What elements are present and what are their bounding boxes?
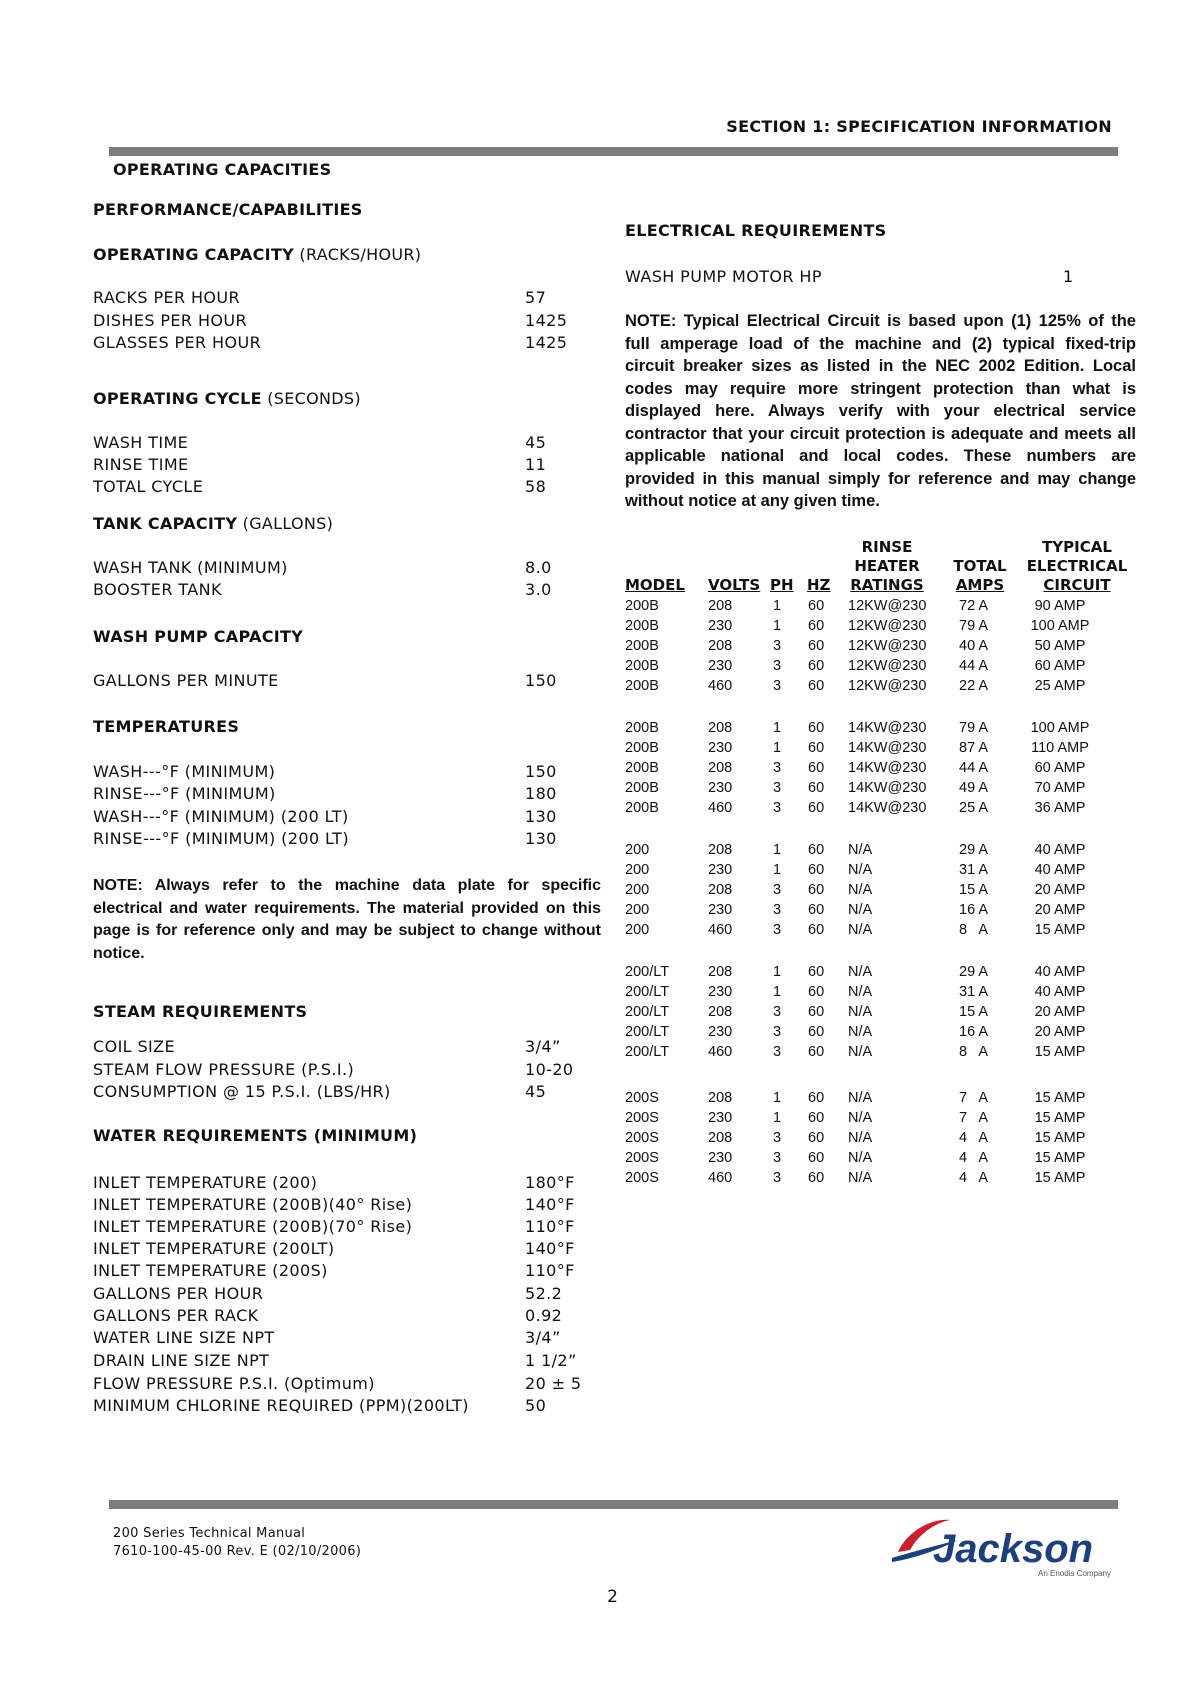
table-cell: 7 A [959, 1090, 989, 1106]
table-cell: 40 A [959, 638, 989, 654]
table-cell: 15 AMP [1034, 1170, 1086, 1186]
spec-value: 20 ± 5 [525, 1374, 582, 1393]
table-cell: 15 AMP [1034, 1130, 1086, 1146]
spec-value: 140°F [525, 1239, 575, 1258]
table-cell: 3 [773, 882, 782, 898]
footer-manual-title: 200 Series Technical Manual [113, 1526, 306, 1541]
table-cell: 60 [808, 1044, 825, 1060]
table-cell: 15 AMP [1034, 1110, 1086, 1126]
table-cell: 60 [808, 1024, 825, 1040]
table-cell: 25 AMP [1034, 678, 1086, 694]
table-cell: 208 [708, 1090, 733, 1106]
spec-value: 110°F [525, 1261, 575, 1280]
table-cell: 208 [708, 1004, 733, 1020]
table-cell: 230 [708, 1110, 733, 1126]
table-cell: 60 [808, 618, 825, 634]
table-cell: 200/LT [625, 1004, 670, 1020]
left-note: NOTE: Always refer to the machine data plate for specific electrical and water requirements. The material provided on this page is for reference only and may be subject to change without notice. [93, 877, 601, 962]
table-cell: 40 AMP [1034, 842, 1086, 858]
spec-label: INLET TEMPERATURE (200) [93, 1173, 318, 1192]
group-heading [93, 389, 361, 408]
table-cell: 200S [625, 1170, 659, 1186]
table-cell: 3 [773, 760, 782, 776]
spec-value: 3/4” [525, 1328, 561, 1347]
table-cell: 3 [773, 658, 782, 674]
spec-label: COIL SIZE [93, 1037, 176, 1056]
table-cell: N/A [848, 1110, 873, 1126]
group-unit: (SECONDS) [261, 389, 361, 408]
spec-value: 1425 [525, 311, 568, 330]
col-total-amps-header: TOTAL AMPS [953, 557, 1007, 594]
table-cell: 460 [708, 922, 733, 938]
table-cell: 460 [708, 800, 733, 816]
group-heading [93, 514, 333, 533]
table-cell: 90 AMP [1034, 598, 1086, 614]
table-cell: 87 A [959, 740, 989, 756]
table-cell: 208 [708, 964, 733, 980]
wash-pump-motor-row [625, 267, 1074, 286]
table-cell: 4 A [959, 1170, 989, 1186]
table-cell: 3 [773, 1170, 782, 1186]
wash-pump-motor-value: 1 [1063, 267, 1074, 286]
spec-value: 130 [525, 807, 557, 826]
spec-value: 3/4” [525, 1037, 561, 1056]
table-cell: 36 AMP [1034, 800, 1086, 816]
table-cell: 22 A [959, 678, 989, 694]
spec-label: RINSE TIME [93, 455, 189, 474]
group-title: TEMPERATURES [93, 717, 240, 736]
group-heading [93, 245, 421, 264]
table-cell: 230 [708, 658, 733, 674]
spec-value: 110°F [525, 1217, 575, 1236]
col-model-header: MODEL [625, 576, 685, 594]
table-cell: 15 A [959, 882, 989, 898]
table-cell: 100 AMP [1030, 720, 1090, 736]
spec-label: WATER LINE SIZE NPT [93, 1328, 275, 1347]
table-cell: 60 [808, 1090, 825, 1106]
spec-value: 11 [525, 455, 547, 474]
table-cell: 3 [773, 1150, 782, 1166]
table-cell: 29 A [959, 964, 989, 980]
table-cell: 20 AMP [1034, 1024, 1086, 1040]
table-cell: N/A [848, 1044, 873, 1060]
table-cell: 60 [808, 740, 825, 756]
spec-value: 50 [525, 1396, 547, 1415]
table-cell: 14KW@230 [848, 760, 927, 776]
performance-title: PERFORMANCE/CAPABILITIES [93, 200, 363, 219]
table-cell: 40 AMP [1034, 862, 1086, 878]
spec-value: 10-20 [525, 1060, 574, 1079]
table-cell: 60 AMP [1034, 658, 1086, 674]
table-cell: 230 [708, 740, 733, 756]
table-cell: 1 [773, 618, 782, 634]
spec-label: STEAM FLOW PRESSURE (P.S.I.) [93, 1060, 355, 1079]
spec-label: CONSUMPTION @ 15 P.S.I. (LBS/HR) [93, 1082, 391, 1101]
table-cell: 208 [708, 638, 733, 654]
table-cell: 200B [625, 720, 659, 736]
table-cell: 40 AMP [1034, 984, 1086, 1000]
spec-label: INLET TEMPERATURE (200LT) [93, 1239, 335, 1258]
spec-value: 180°F [525, 1173, 575, 1192]
table-cell: 460 [708, 678, 733, 694]
spec-label: GALLONS PER RACK [93, 1306, 259, 1325]
table-cell: 16 A [959, 1024, 989, 1040]
table-cell: 230 [708, 1024, 733, 1040]
table-cell: 3 [773, 1130, 782, 1146]
table-cell: 200/LT [625, 1024, 670, 1040]
table-cell: 60 [808, 638, 825, 654]
table-cell: N/A [848, 842, 873, 858]
table-cell: 60 [808, 598, 825, 614]
group-heading [93, 1002, 307, 1021]
table-cell: 200B [625, 678, 659, 694]
table-cell: 40 AMP [1034, 964, 1086, 980]
table-cell: 12KW@230 [848, 638, 927, 654]
table-cell: 60 [808, 1004, 825, 1020]
spec-label: DRAIN LINE SIZE NPT [93, 1351, 270, 1370]
table-cell: 8 A [959, 1044, 989, 1060]
group-title: WASH PUMP CAPACITY [93, 627, 304, 646]
table-cell: 230 [708, 1150, 733, 1166]
group-title: STEAM REQUIREMENTS [93, 1002, 308, 1021]
table-cell: N/A [848, 1170, 873, 1186]
table-cell: 60 [808, 780, 825, 796]
table-cell: 460 [708, 1044, 733, 1060]
table-cell: 200 [625, 842, 650, 858]
spec-label: WASH TANK (MINIMUM) [93, 558, 288, 577]
table-cell: N/A [848, 964, 873, 980]
table-cell: 200 [625, 882, 650, 898]
table-cell: 1 [773, 984, 782, 1000]
table-cell: 200/LT [625, 1044, 670, 1060]
table-cell: 44 A [959, 760, 989, 776]
table-cell: 15 AMP [1034, 1090, 1086, 1106]
table-cell: 12KW@230 [848, 658, 927, 674]
table-cell: 60 [808, 720, 825, 736]
table-cell: 230 [708, 862, 733, 878]
group-title: OPERATING CYCLE [93, 389, 262, 408]
table-cell: 460 [708, 1170, 733, 1186]
spec-value: 57 [525, 288, 547, 307]
table-cell: 20 AMP [1034, 1004, 1086, 1020]
table-cell: 60 [808, 1170, 825, 1186]
table-cell: 60 [808, 984, 825, 1000]
spec-label: GALLONS PER HOUR [93, 1284, 264, 1303]
table-cell: 3 [773, 1004, 782, 1020]
table-cell: 14KW@230 [848, 800, 927, 816]
table-cell: 15 AMP [1034, 1044, 1086, 1060]
table-cell: 60 [808, 862, 825, 878]
table-cell: 16 A [959, 902, 989, 918]
spec-value: 3.0 [525, 580, 552, 599]
table-cell: 230 [708, 618, 733, 634]
table-cell: 12KW@230 [848, 618, 927, 634]
table-cell: 14KW@230 [848, 780, 927, 796]
spec-value: 58 [525, 477, 547, 496]
table-cell: 200S [625, 1110, 659, 1126]
electrical-note: NOTE: Typical Electrical Circuit is based upon (1) 125% of the full amperage load of the machine and (2) typical fixed-trip circuit breaker sizes as listed in the NEC 2002 Edition. Local codes may require more stringent protection than what is displayed here. Always verify with your electrical service contractor that your circuit protection is adequate and meets all applicable national and local codes. These numbers are provided in this manual simply for reference and may change without notice at any given time. [625, 312, 1136, 510]
table-cell: 1 [773, 862, 782, 878]
table-cell: 3 [773, 922, 782, 938]
section-header: SECTION 1: SPECIFICATION INFORMATION [726, 117, 1112, 136]
spec-label: TOTAL CYCLE [93, 477, 204, 496]
group-title: OPERATING CAPACITY [93, 245, 295, 264]
table-cell: 1 [773, 598, 782, 614]
table-cell: 31 A [959, 984, 989, 1000]
table-cell: 15 AMP [1034, 1150, 1086, 1166]
spec-label: FLOW PRESSURE P.S.I. (Optimum) [93, 1374, 375, 1393]
table-cell: 60 [808, 1110, 825, 1126]
electrical-requirements-title: ELECTRICAL REQUIREMENTS [625, 221, 887, 240]
table-cell: 60 [808, 922, 825, 938]
table-cell: 20 AMP [1034, 882, 1086, 898]
table-cell: 4 A [959, 1130, 989, 1146]
table-cell: 60 [808, 902, 825, 918]
table-cell: 72 A [959, 598, 989, 614]
table-cell: 200S [625, 1150, 659, 1166]
table-cell: 60 [808, 842, 825, 858]
group-heading [93, 627, 303, 646]
table-cell: 3 [773, 780, 782, 796]
group-unit: (GALLONS) [237, 514, 334, 533]
spec-value: 140°F [525, 1195, 575, 1214]
table-cell: 70 AMP [1034, 780, 1086, 796]
table-cell: 1 [773, 842, 782, 858]
table-cell: 200B [625, 598, 659, 614]
spec-value: 52.2 [525, 1284, 563, 1303]
group-unit: (RACKS/HOUR) [294, 245, 422, 264]
spec-label: INLET TEMPERATURE (200S) [93, 1261, 328, 1280]
table-cell: N/A [848, 922, 873, 938]
table-cell: 44 A [959, 658, 989, 674]
table-cell: 208 [708, 1130, 733, 1146]
table-cell: 200B [625, 800, 659, 816]
table-cell: 230 [708, 984, 733, 1000]
page-number: 2 [607, 1587, 618, 1607]
table-cell: 60 [808, 1130, 825, 1146]
table-cell: 230 [708, 780, 733, 796]
table-cell: 60 [808, 882, 825, 898]
table-cell: 8 A [959, 922, 989, 938]
table-cell: 4 A [959, 1150, 989, 1166]
table-cell: 230 [708, 902, 733, 918]
table-cell: 1 [773, 720, 782, 736]
table-cell: 15 AMP [1034, 922, 1086, 938]
table-cell: 200B [625, 638, 659, 654]
table-cell: 3 [773, 678, 782, 694]
table-cell: 7 A [959, 1110, 989, 1126]
table-cell: 20 AMP [1034, 902, 1086, 918]
table-cell: 200S [625, 1130, 659, 1146]
spec-label: DISHES PER HOUR [93, 311, 247, 330]
table-cell: 200/LT [625, 984, 670, 1000]
spec-value: 130 [525, 829, 557, 848]
group-heading [93, 1126, 417, 1145]
spec-label: GLASSES PER HOUR [93, 333, 262, 352]
spec-label: WASH---°F (MINIMUM) (200 LT) [93, 807, 349, 826]
table-cell: N/A [848, 1150, 873, 1166]
table-cell: 200B [625, 618, 659, 634]
table-cell: 60 AMP [1034, 760, 1086, 776]
table-cell: 208 [708, 720, 733, 736]
col-rinse-heater-header: RINSE HEATER RATINGS [850, 538, 924, 594]
header-divider [109, 147, 1118, 156]
table-cell: 3 [773, 1044, 782, 1060]
table-cell: N/A [848, 882, 873, 898]
group-heading [93, 717, 239, 736]
spec-value: 0.92 [525, 1306, 563, 1325]
table-cell: 100 AMP [1030, 618, 1090, 634]
group-title: TANK CAPACITY [93, 514, 238, 533]
spec-label: RINSE---°F (MINIMUM) (200 LT) [93, 829, 349, 848]
table-cell: N/A [848, 1130, 873, 1146]
table-cell: 200B [625, 658, 659, 674]
spec-value: 45 [525, 433, 547, 452]
spec-label: RINSE---°F (MINIMUM) [93, 784, 276, 803]
spec-label: WASH TIME [93, 433, 189, 452]
table-cell: 208 [708, 882, 733, 898]
footer-revision: 7610-100-45-00 Rev. E (02/10/2006) [113, 1544, 362, 1559]
svg-text:An Enodis Company: An Enodis Company [1038, 1569, 1111, 1578]
spec-value: 1 1/2” [525, 1351, 577, 1370]
table-cell: 60 [808, 760, 825, 776]
table-cell: 3 [773, 902, 782, 918]
spec-label: INLET TEMPERATURE (200B)(40° Rise) [93, 1195, 413, 1214]
table-cell: 29 A [959, 842, 989, 858]
table-cell: 60 [808, 658, 825, 674]
table-cell: N/A [848, 1024, 873, 1040]
jackson-logo [888, 1510, 1116, 1580]
table-cell: 14KW@230 [848, 740, 927, 756]
table-cell: 200/LT [625, 964, 670, 980]
spec-label: RACKS PER HOUR [93, 288, 241, 307]
table-cell: 60 [808, 678, 825, 694]
table-cell: 200 [625, 902, 650, 918]
spec-label: GALLONS PER MINUTE [93, 671, 279, 690]
table-cell: 1 [773, 964, 782, 980]
table-cell: 110 AMP [1031, 740, 1089, 756]
footer-divider [109, 1500, 1118, 1509]
table-cell: 200B [625, 780, 659, 796]
table-cell: N/A [848, 1090, 873, 1106]
table-cell: 49 A [959, 780, 989, 796]
table-cell: 25 A [959, 800, 989, 816]
table-cell: 12KW@230 [848, 598, 927, 614]
table-cell: N/A [848, 862, 873, 878]
table-cell: 15 A [959, 1004, 989, 1020]
svg-text:Jackson: Jackson [933, 1527, 1094, 1571]
table-cell: 1 [773, 1110, 782, 1126]
table-cell: 79 A [959, 720, 989, 736]
spec-label: MINIMUM CHLORINE REQUIRED (PPM)(200LT) [93, 1396, 469, 1415]
spec-label: WASH---°F (MINIMUM) [93, 762, 276, 781]
table-cell: 208 [708, 842, 733, 858]
table-cell: 200B [625, 760, 659, 776]
spec-value: 150 [525, 671, 557, 690]
table-cell: 79 A [959, 618, 989, 634]
table-cell: 60 [808, 1150, 825, 1166]
table-cell: 3 [773, 1024, 782, 1040]
col-volts-header: VOLTS [708, 576, 761, 594]
wash-pump-motor-label: WASH PUMP MOTOR HP [625, 267, 822, 286]
spec-value: 150 [525, 762, 557, 781]
spec-value: 45 [525, 1082, 547, 1101]
table-cell: 3 [773, 800, 782, 816]
table-cell: 3 [773, 638, 782, 654]
table-cell: 50 AMP [1034, 638, 1086, 654]
col-ph-header: PH [770, 576, 794, 594]
group-title: WATER REQUIREMENTS (MINIMUM) [93, 1126, 418, 1145]
table-cell: 60 [808, 964, 825, 980]
table-cell: 200B [625, 740, 659, 756]
table-cell: 1 [773, 740, 782, 756]
table-cell: 200S [625, 1090, 659, 1106]
spec-label: BOOSTER TANK [93, 580, 222, 599]
table-cell: N/A [848, 1004, 873, 1020]
table-cell: 208 [708, 598, 733, 614]
table-cell: 31 A [959, 862, 989, 878]
table-cell: N/A [848, 984, 873, 1000]
table-cell: 14KW@230 [848, 720, 927, 736]
col-hz-header: HZ [807, 576, 831, 594]
table-cell: 200 [625, 922, 650, 938]
spec-value: 8.0 [525, 558, 552, 577]
table-cell: N/A [848, 902, 873, 918]
table-cell: 60 [808, 800, 825, 816]
operating-capacities-title: OPERATING CAPACITIES [113, 160, 332, 179]
col-typical-circuit-header: TYPICAL ELECTRICAL CIRCUIT [1026, 538, 1128, 594]
table-cell: 200 [625, 862, 650, 878]
table-cell: 1 [773, 1090, 782, 1106]
spec-value: 1425 [525, 333, 568, 352]
spec-label: INLET TEMPERATURE (200B)(70° Rise) [93, 1217, 413, 1236]
table-cell: 208 [708, 760, 733, 776]
spec-value: 180 [525, 784, 557, 803]
table-cell: 12KW@230 [848, 678, 927, 694]
